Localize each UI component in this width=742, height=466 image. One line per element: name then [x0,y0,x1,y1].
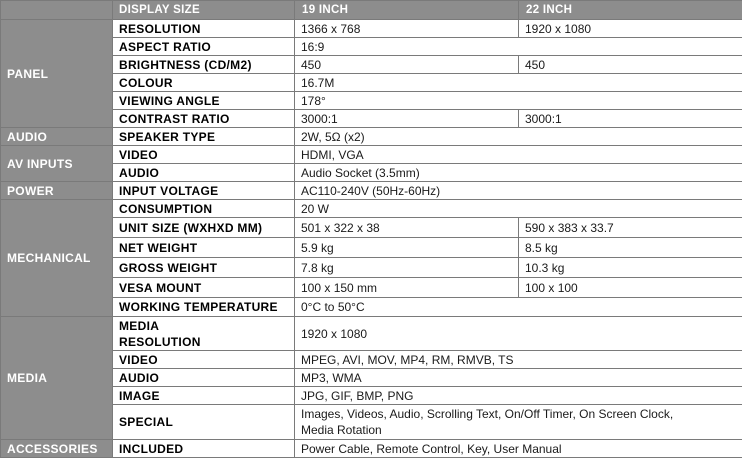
row-label: BRIGHTNESS (CD/M2) [113,56,295,74]
value-19: 7.8 kg [295,258,519,278]
table-row [1,56,742,74]
table-row [1,298,742,317]
table-row [1,164,742,182]
table-row [1,200,742,218]
value-19: 3000:1 [295,110,519,128]
col-22-inch-header: 22 INCH [519,1,742,20]
value-shared: Audio Socket (3.5mm) [295,164,742,182]
value-22: 8.5 kg [519,238,742,258]
table-row [1,92,742,110]
row-label: RESOLUTION [113,20,295,38]
value-22: 450 [519,56,742,74]
row-label: ASPECT RATIO [113,38,295,56]
value-shared: AC110-240V (50Hz-60Hz) [295,182,742,200]
row-label: VIDEO [113,146,295,164]
row-label: NET WEIGHT [113,238,295,258]
table-row [1,218,742,238]
table-row [1,440,742,458]
category-power: POWER [1,182,113,200]
value-19: 501 x 322 x 38 [295,218,519,238]
row-label: UNIT SIZE (WXHXD MM) [113,218,295,238]
value-line: Media Rotation [301,423,382,437]
row-label [113,317,295,351]
row-label: INCLUDED [113,440,295,458]
value-shared: MPEG, AVI, MOV, MP4, RM, RMVB, TS [295,351,742,369]
table-row [1,369,742,387]
display-size-header: DISPLAY SIZE [113,1,295,20]
table-row [1,238,742,258]
value-22: 590 x 383 x 33.7 [519,218,742,238]
value-shared: MP3, WMA [295,369,742,387]
value-shared: JPG, GIF, BMP, PNG [295,387,742,405]
value-shared: 2W, 5Ω (x2) [295,128,742,146]
value-22: 3000:1 [519,110,742,128]
category-audio: AUDIO [1,128,113,146]
value-22: 10.3 kg [519,258,742,278]
row-label: WORKING TEMPERATURE [113,298,295,317]
col-19-inch-header: 19 INCH [295,1,519,20]
header-row [1,1,742,20]
table-row [1,110,742,128]
value-shared: 1920 x 1080 [295,317,742,351]
table-row [1,74,742,92]
table-row [1,128,742,146]
table-row [1,38,742,56]
label-line: MEDIA [119,318,160,333]
table-row [1,278,742,298]
category-media: MEDIA [1,317,113,440]
value-shared [295,405,742,440]
value-22: 100 x 100 [519,278,742,298]
row-label: VESA MOUNT [113,278,295,298]
value-19: 5.9 kg [295,238,519,258]
row-label: AUDIO [113,369,295,387]
table-row [1,351,742,369]
row-label: CONSUMPTION [113,200,295,218]
table-row [1,258,742,278]
value-shared: 16:9 [295,38,742,56]
row-label: IMAGE [113,387,295,405]
row-label: CONTRAST RATIO [113,110,295,128]
row-label: VIEWING ANGLE [113,92,295,110]
value-shared: 178° [295,92,742,110]
label-line: RESOLUTION [119,334,201,349]
value-19: 450 [295,56,519,74]
value-shared: Power Cable, Remote Control, Key, User Manual [295,440,742,458]
value-shared: HDMI, VGA [295,146,742,164]
category-panel: PANEL [1,20,113,128]
row-label: GROSS WEIGHT [113,258,295,278]
category-av-inputs: AV INPUTS [1,146,113,182]
value-22: 1920 x 1080 [519,20,742,38]
value-shared: 16.7M [295,74,742,92]
value-19: 100 x 150 mm [295,278,519,298]
row-label: INPUT VOLTAGE [113,182,295,200]
row-label: VIDEO [113,351,295,369]
value-19: 1366 x 768 [295,20,519,38]
table-row [1,317,742,351]
row-label: COLOUR [113,74,295,92]
value-shared: 0°C to 50°C [295,298,742,317]
header-blank-cell [1,1,113,20]
row-label: SPEAKER TYPE [113,128,295,146]
value-shared: 20 W [295,200,742,218]
table-row [1,405,742,440]
row-label: SPECIAL [113,405,295,440]
table-row [1,182,742,200]
table-row [1,146,742,164]
category-mechanical: MECHANICAL [1,200,113,317]
category-accessories: ACCESSORIES [1,440,113,458]
value-line: Images, Videos, Audio, Scrolling Text, On/Off Timer, On Screen Clock, [301,407,674,421]
row-label: AUDIO [113,164,295,182]
table-row [1,387,742,405]
table-row [1,20,742,38]
